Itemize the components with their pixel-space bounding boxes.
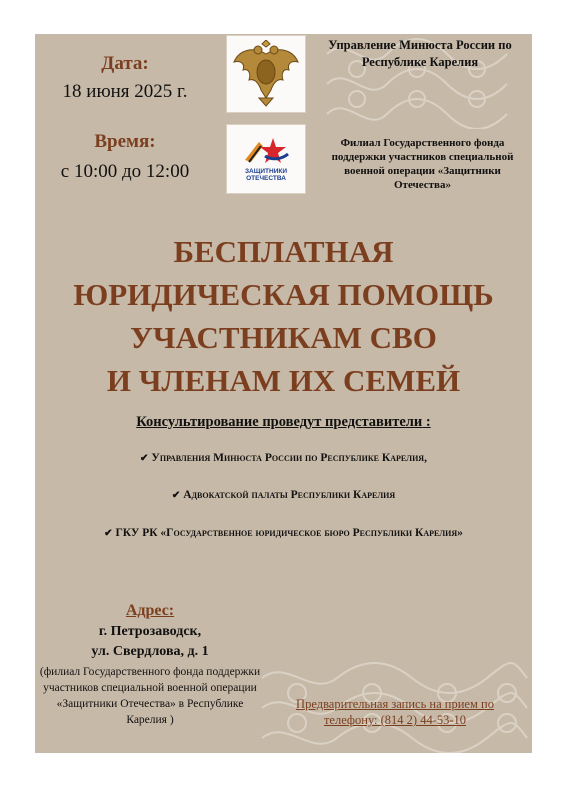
headline-line-4: И ЧЛЕНАМ ИХ СЕМЕЙ [106, 363, 461, 398]
date-value: 18 июня 2025 г. [62, 81, 188, 102]
time-value: с 10:00 до 12:00 [60, 161, 190, 182]
list-item [35, 489, 532, 501]
ministry-emblem [226, 35, 306, 113]
ministry-name: Управление Минюста России по Республике Карелия [328, 38, 512, 69]
list-item [35, 452, 532, 464]
double-headed-eagle-icon [231, 40, 301, 108]
list-item-text: Управления Минюста России по Республике Карелия, [151, 452, 427, 464]
address-street: ул. Свердлова, д. 1 [91, 644, 209, 659]
date-label: Дата: [101, 53, 149, 74]
address-city: г. Петрозаводск, [98, 624, 202, 639]
list-item [35, 527, 532, 539]
consultation-intro [35, 414, 532, 431]
appointment-phone: (814 2) 44-53-10 [380, 713, 467, 727]
check-icon: ✔ [140, 453, 149, 464]
star-ribbon-icon [241, 136, 291, 166]
headline-line-2: ЮРИДИЧЕСКАЯ ПОМОЩЬ [73, 277, 494, 312]
fund-logo-text: ЗАЩИТНИКИ ОТЕЧЕСТВА [244, 168, 288, 182]
address-label: Адрес: [125, 602, 175, 619]
headline-line-3: УЧАСТНИКАМ СВО [130, 320, 437, 355]
poster [35, 34, 532, 753]
check-icon: ✔ [104, 528, 113, 539]
consultation-intro-colon: : [422, 414, 431, 430]
headline [35, 230, 532, 402]
headline-line-1: БЕСПЛАТНАЯ [173, 234, 394, 269]
time-label: Время: [94, 131, 156, 152]
fund-name: Филиал Государственного фонда поддержки участников специальной военной операции «Защитники Отечества» [331, 137, 514, 191]
list-item-text: Адвокатской палаты Республики Карелия [183, 489, 396, 501]
fund-logo [226, 124, 306, 194]
check-icon: ✔ [171, 490, 181, 501]
list-item-text: ГКУ РК «Государственное юридическое бюро Республики Карелия» [115, 527, 463, 539]
appointment-info [270, 696, 520, 728]
address-note: (филиал Государственного фонда поддержки участников специальной военной операции «Защитники Отечества» в Республике Карелия ) [39, 666, 261, 726]
consultation-intro-text: Консультирование проведут представители [136, 414, 423, 430]
appointment-text: Предварительная запись на прием по телефону: [296, 697, 494, 727]
